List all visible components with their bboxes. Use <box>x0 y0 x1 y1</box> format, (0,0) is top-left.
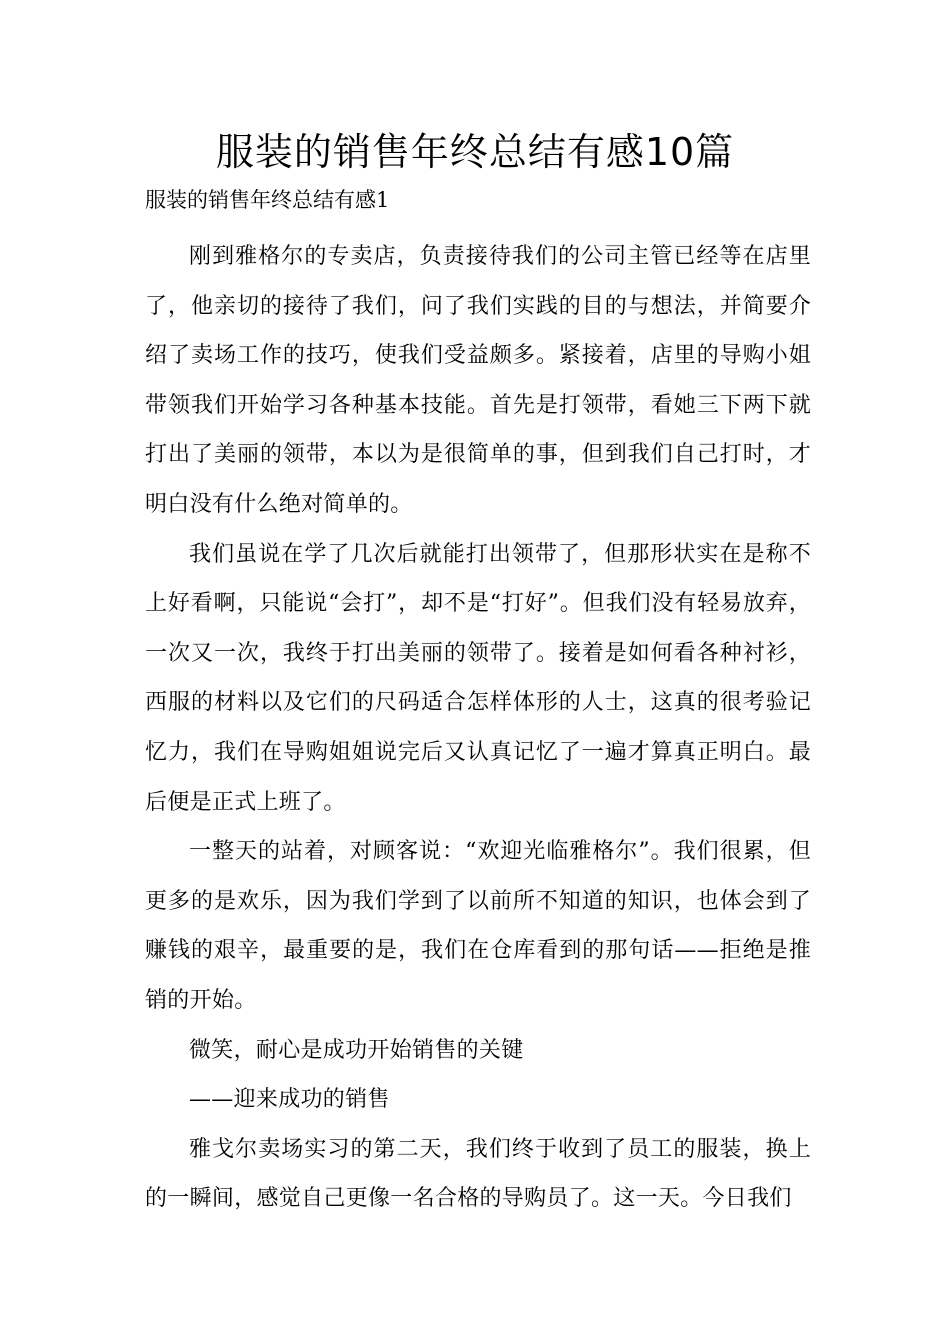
paragraph-2: 我们虽说在学了几次后就能打出领带了，但那形状实在是称不上好看啊，只能说“会打”，却不是“打好”。但我们没有轻易放弃，一次又一次，我终于打出美丽的领带了。接着是如何看各种衬衫，西服的材料以及它们的尺码适合怎样体形的人士，这真的很考验记忆力，我们在导购姐姐说完后又认真记忆了一遍才算真正明白。最后便是正式上班了。 <box>145 541 811 815</box>
section-heading: 服装的销售年终总结有感1 <box>145 188 390 212</box>
paragraph-5: ——迎来成功的销售 <box>189 1087 390 1113</box>
document-body <box>145 232 811 1224</box>
paragraph-6: 雅戈尔卖场实习的第二天，我们终于收到了员工的服装，换上的一瞬间，感觉自己更像一名合格的导购员了。这一天。今日我们 <box>145 1136 811 1212</box>
paragraph-1: 刚到雅格尔的专卖店，负责接待我们的公司主管已经等在店里了，他亲切的接待了我们，问了我们实践的目的与想法，并简要介绍了卖场工作的技巧，使我们受益颇多。紧接着，店里的导购小姐带领我们开始学习各种基本技能。首先是打领带，看她三下两下就打出了美丽的领带，本以为是很简单的事，但到我们自己打时，才明白没有什么绝对简单的。 <box>145 244 811 517</box>
document-title: 服装的销售年终总结有感10篇 <box>215 130 735 174</box>
paragraph-3: 一整天的站着，对顾客说：“欢迎光临雅格尔”。我们很累，但更多的是欢乐，因为我们学到了以前所不知道的知识，也体会到了赚钱的艰辛，最重要的是，我们在仓库看到的那句话——拒绝是推销的开始。 <box>145 839 811 1013</box>
paragraph-4: 微笑，耐心是成功开始销售的关键 <box>189 1037 524 1063</box>
